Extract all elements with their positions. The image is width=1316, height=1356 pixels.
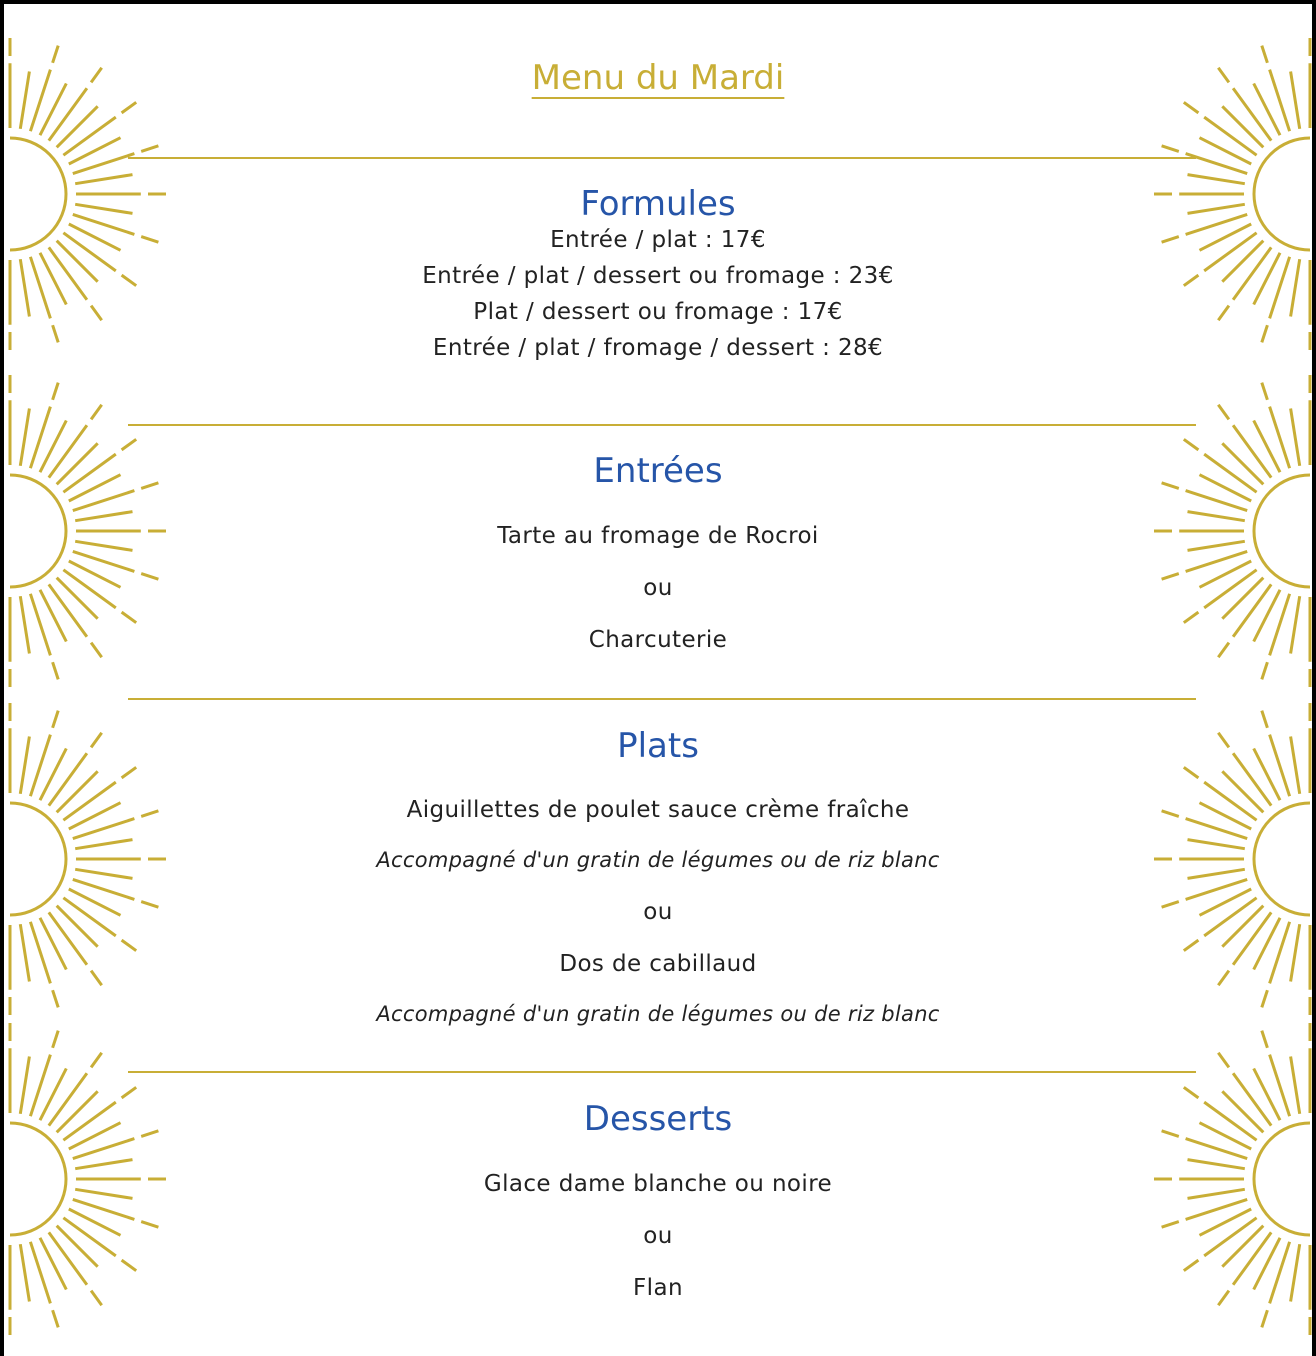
or-separator: ou	[643, 899, 673, 925]
formule-line: Entrée / plat / fromage / dessert : 28€	[432, 335, 884, 361]
formule-line: Plat / dessert ou fromage : 17€	[473, 299, 843, 325]
menu-item: Tarte au fromage de Rocroi	[497, 523, 819, 549]
or-separator: ou	[643, 1223, 673, 1249]
menu-item-side: Accompagné d'un gratin de légumes ou de riz blanc	[376, 848, 940, 872]
menu-title[interactable]: Menu du Mardi	[531, 58, 785, 98]
menu-item: Aiguillettes de poulet sauce crème fraîche	[406, 797, 910, 823]
section-heading-plats: Plats	[617, 726, 699, 766]
section-heading-formules: Formules	[580, 184, 736, 224]
entrees-section	[4, 451, 1312, 653]
menu-item: Charcuterie	[588, 627, 728, 653]
formule-line: Entrée / plat / dessert ou fromage : 23€	[422, 263, 894, 289]
section-divider	[128, 424, 1196, 426]
menu-item: Dos de cabillaud	[559, 951, 757, 977]
section-divider	[128, 157, 1196, 159]
section-divider	[128, 698, 1196, 700]
desserts-section	[4, 1099, 1312, 1301]
or-separator: ou	[643, 575, 673, 601]
section-heading-desserts: Desserts	[583, 1099, 733, 1139]
menu-item-side: Accompagné d'un gratin de légumes ou de riz blanc	[376, 1002, 940, 1026]
menu-item: Glace dame blanche ou noire	[483, 1171, 833, 1197]
formule-line: Entrée / plat : 17€	[550, 227, 766, 253]
section-heading-entrees: Entrées	[593, 451, 723, 491]
plats-section	[4, 726, 1312, 1027]
formules-section	[4, 184, 1312, 366]
menu-item: Flan	[633, 1275, 683, 1301]
section-divider	[128, 1071, 1196, 1073]
